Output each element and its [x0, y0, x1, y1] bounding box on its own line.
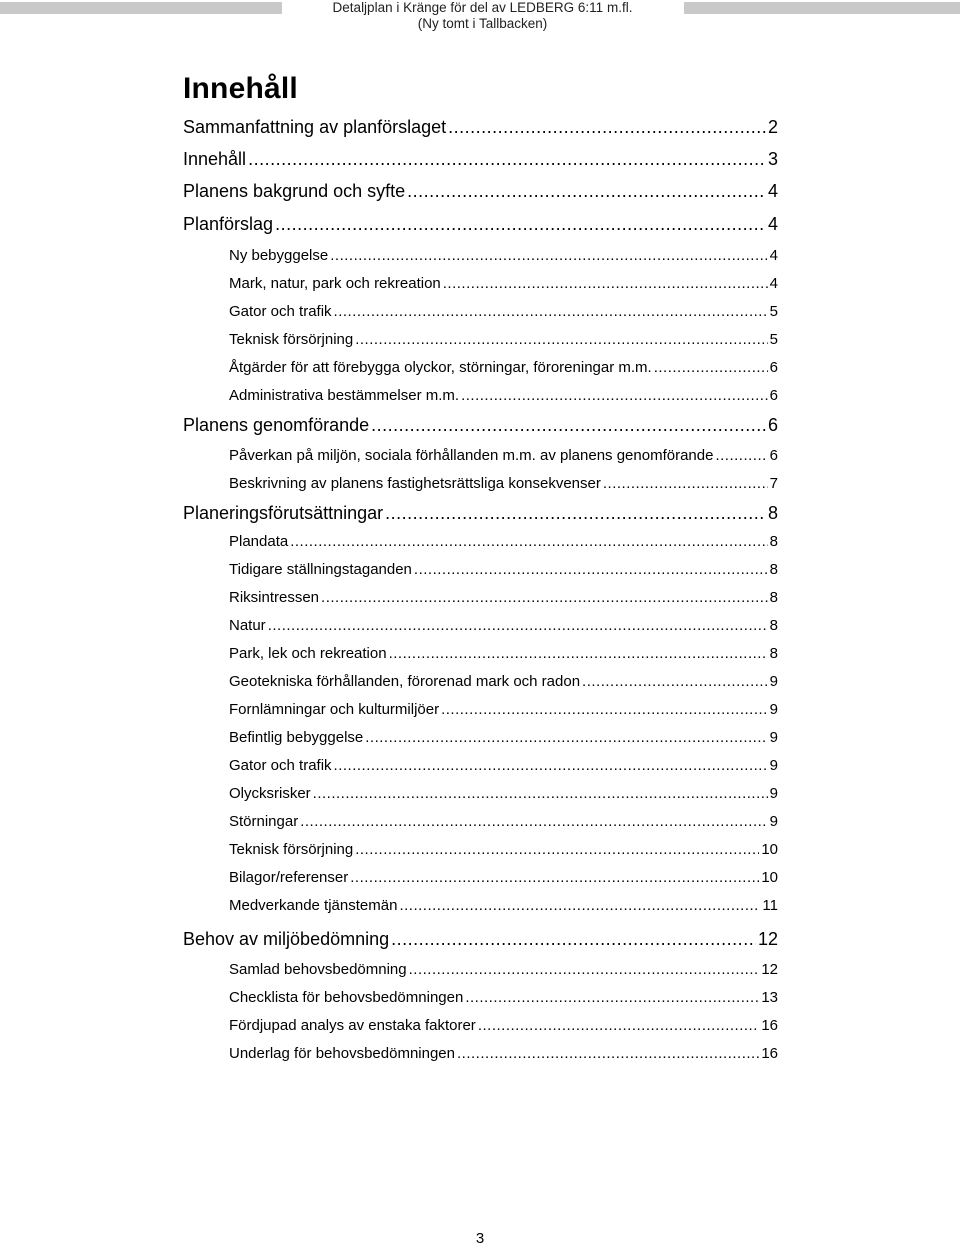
toc-dot-leader [414, 556, 768, 584]
toc-dot-leader [461, 382, 768, 410]
toc-entry[interactable] [229, 696, 778, 724]
toc-dot-leader [478, 1012, 760, 1040]
header-bar-right [684, 2, 960, 14]
toc-entry-page: 6 [769, 387, 778, 404]
toc-dot-leader [409, 956, 760, 984]
toc-entry-title: Samlad behovsbedömning [229, 961, 407, 978]
toc-entry-title: Planens bakgrund och syfte [183, 181, 406, 201]
toc-entry-page: 12 [757, 929, 778, 949]
toc-entry-title: Olycksrisker [229, 785, 311, 802]
toc-dot-leader [321, 584, 768, 612]
toc-entry[interactable] [229, 442, 778, 470]
toc-entry[interactable] [229, 556, 778, 584]
toc-entry-title: Planeringsförutsättningar [183, 503, 384, 523]
toc-entry[interactable] [229, 892, 778, 920]
toc-dot-leader [441, 696, 768, 724]
toc-entry[interactable] [229, 528, 778, 556]
toc-entry-page: 16 [761, 1017, 778, 1034]
toc-entry-page: 9 [769, 757, 778, 774]
toc-entry-title: Planförslag [183, 214, 274, 234]
toc-entry-title: Innehåll [183, 149, 247, 169]
toc-dot-leader [582, 668, 768, 696]
toc-entry-page: 10 [761, 841, 778, 858]
toc-entry[interactable] [229, 984, 778, 1012]
toc-entry-title: Checklista för behovsbedömningen [229, 989, 464, 1006]
toc-dot-leader [715, 442, 767, 470]
toc-entry[interactable] [229, 470, 778, 498]
toc-entry[interactable] [229, 1040, 778, 1068]
toc-entry-page: 8 [769, 533, 778, 550]
toc-entry[interactable] [229, 354, 778, 382]
toc-entry[interactable] [229, 584, 778, 612]
toc-entry-page: 9 [769, 813, 778, 830]
toc-entry[interactable] [183, 112, 778, 142]
toc-entry-title: Ny bebyggelse [229, 247, 329, 264]
toc-dot-leader [371, 410, 766, 440]
toc-dot-leader [248, 144, 766, 174]
toc-entry[interactable] [229, 956, 778, 984]
toc-dot-leader [334, 752, 768, 780]
toc-entry-page: 4 [767, 214, 778, 234]
toc-entry-title: Störningar [229, 813, 299, 830]
toc-entry[interactable] [229, 780, 778, 808]
toc-entry[interactable] [183, 176, 778, 206]
toc-entry-title: Administrativa bestämmelser m.m. [229, 387, 460, 404]
toc-dot-leader [389, 640, 768, 668]
toc-entry[interactable] [229, 836, 778, 864]
page-title: Innehåll [183, 72, 298, 105]
toc-entry-page: 6 [769, 447, 778, 464]
toc-dot-leader [391, 924, 756, 954]
toc-entry-title: Geotekniska förhållanden, förorenad mark och radon [229, 673, 581, 690]
toc-entry-title: Mark, natur, park och rekreation [229, 275, 441, 292]
toc-entry-page: 6 [769, 359, 778, 376]
toc-dot-leader [355, 326, 767, 354]
toc-entry[interactable] [183, 410, 778, 440]
toc-entry-title: Park, lek och rekreation [229, 645, 387, 662]
toc-entry[interactable] [183, 144, 778, 174]
toc-entry-title: Påverkan på miljön, sociala förhållanden m.m. av planens genomförande [229, 447, 714, 464]
toc-entry[interactable] [183, 498, 778, 528]
toc-entry-page: 6 [767, 415, 778, 435]
toc-entry-page: 8 [767, 503, 778, 523]
toc-entry-title: Plandata [229, 533, 289, 550]
toc-dot-leader [334, 298, 768, 326]
toc-entry[interactable] [229, 326, 778, 354]
toc-entry-page: 4 [769, 275, 778, 292]
toc-entry-page: 4 [767, 181, 778, 201]
toc-dot-leader [443, 270, 768, 298]
toc-entry[interactable] [229, 864, 778, 892]
running-header [290, 0, 675, 32]
toc-entry-page: 4 [769, 247, 778, 264]
toc-dot-leader [350, 864, 759, 892]
toc-entry-page: 3 [767, 149, 778, 169]
toc-dot-leader [407, 176, 766, 206]
toc-dot-leader [268, 612, 768, 640]
toc-entry-title: Riksintressen [229, 589, 320, 606]
toc-entry[interactable] [183, 924, 778, 954]
toc-entry-page: 8 [769, 561, 778, 578]
toc-entry[interactable] [229, 752, 778, 780]
toc-dot-leader [330, 242, 767, 270]
toc-entry[interactable] [229, 270, 778, 298]
toc-entry-page: 2 [767, 117, 778, 137]
toc-dot-leader [399, 892, 760, 920]
toc-entry-title: Fornlämningar och kulturmiljöer [229, 701, 440, 718]
toc-dot-leader [313, 780, 768, 808]
toc-dot-leader [355, 836, 759, 864]
toc-entry-page: 11 [762, 897, 778, 914]
toc-entry-page: 16 [761, 1045, 778, 1062]
toc-entry[interactable] [183, 209, 778, 239]
header-line-1: Detaljplan i Kränge för del av LEDBERG 6:11 m.fl. [332, 0, 633, 15]
header-bar-left [0, 2, 282, 14]
toc-dot-leader [603, 470, 768, 498]
toc-entry-page: 12 [761, 961, 778, 978]
toc-entry[interactable] [229, 668, 778, 696]
toc-entry-page: 8 [769, 617, 778, 634]
page-number: 3 [475, 1230, 485, 1247]
toc-entry-title: Fördjupad analys av enstaka faktorer [229, 1017, 476, 1034]
toc-entry-page: 10 [761, 869, 778, 886]
toc-entry-page: 9 [769, 785, 778, 802]
toc-entry[interactable] [229, 298, 778, 326]
toc-entry-page: 7 [769, 475, 778, 492]
toc-dot-leader [365, 724, 767, 752]
toc-dot-leader [448, 112, 766, 142]
toc-dot-leader [465, 984, 759, 1012]
toc-entry-page: 9 [769, 701, 778, 718]
toc-entry[interactable] [229, 640, 778, 668]
toc-entry-title: Natur [229, 617, 266, 634]
toc-entry[interactable] [229, 1012, 778, 1040]
toc-dot-leader [290, 528, 767, 556]
toc-entry-title: Beskrivning av planens fastighetsrättsliga konsekvenser [229, 475, 601, 492]
toc-entry-page: 5 [769, 331, 778, 348]
toc-entry-title: Medverkande tjänstemän [229, 897, 398, 914]
toc-entry-title: Åtgärder för att förebygga olyckor, störningar, föroreningar m.m. [229, 359, 652, 376]
toc-entry-title: Teknisk försörjning [229, 841, 354, 858]
toc-entry-title: Behov av miljöbedömning [183, 929, 390, 949]
toc-entry-title: Tidigare ställningstaganden [229, 561, 412, 578]
toc-entry-page: 5 [769, 303, 778, 320]
toc-entry[interactable] [229, 242, 778, 270]
toc-dot-leader [300, 808, 767, 836]
toc-dot-leader [654, 354, 768, 382]
toc-entry-title: Befintlig bebyggelse [229, 729, 364, 746]
toc-entry-title: Gator och trafik [229, 303, 332, 320]
toc-entry-page: 8 [769, 645, 778, 662]
toc-entry-title: Underlag för behovsbedömningen [229, 1045, 455, 1062]
toc-dot-leader [385, 498, 766, 528]
toc-entry-page: 8 [769, 589, 778, 606]
toc-entry[interactable] [229, 808, 778, 836]
toc-entry-title: Teknisk försörjning [229, 331, 354, 348]
toc-entry[interactable] [229, 724, 778, 752]
toc-dot-leader [275, 209, 766, 239]
toc-entry-title: Bilagor/referenser [229, 869, 349, 886]
toc-entry-title: Gator och trafik [229, 757, 332, 774]
toc-entry-title: Sammanfattning av planförslaget [183, 117, 447, 137]
toc-entry-title: Planens genomförande [183, 415, 370, 435]
toc-entry-page: 9 [769, 673, 778, 690]
header-line-2: (Ny tomt i Tallbacken) [417, 16, 548, 31]
toc-entry[interactable] [229, 382, 778, 410]
toc-entry[interactable] [229, 612, 778, 640]
toc-entry-page: 9 [769, 729, 778, 746]
toc-dot-leader [457, 1040, 759, 1068]
toc-entry-page: 13 [761, 989, 778, 1006]
